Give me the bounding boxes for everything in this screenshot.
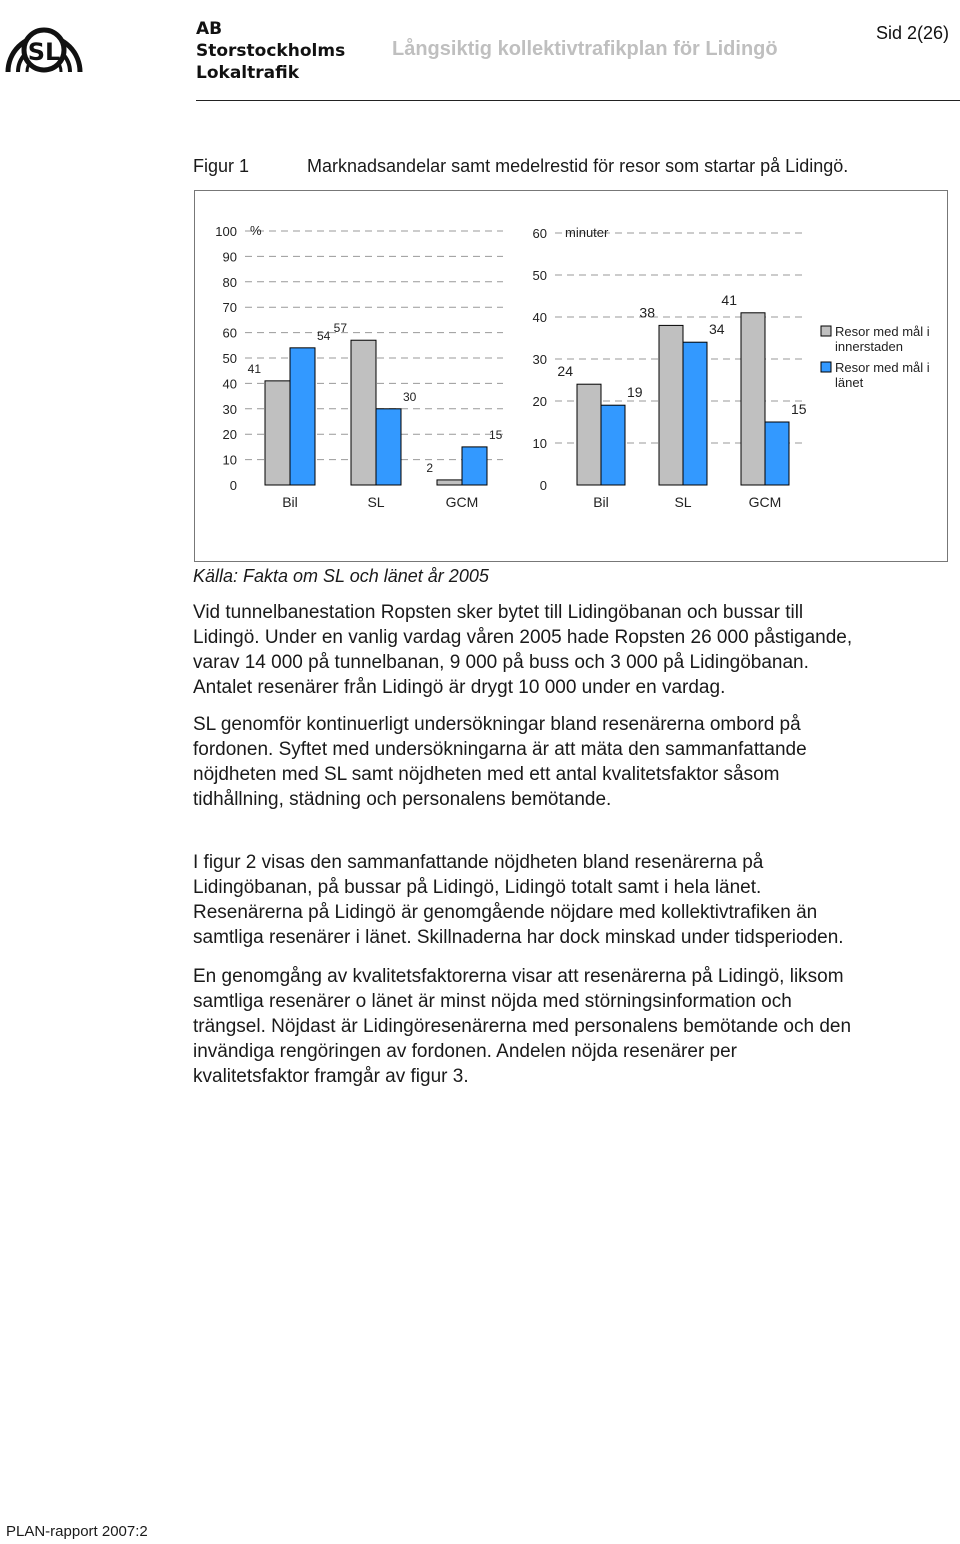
category-label: GCM [748, 494, 782, 510]
bar-innerstaden [577, 384, 601, 485]
paragraph-line: nöjdheten med SL samt nöjdheten med ett antal kvalitetsfaktor såsom [193, 764, 780, 785]
paragraph-line: En genomgång av kvalitetsfaktorerna visar att resenärerna på Lidingö, liksom [193, 966, 844, 987]
paragraph-line: tidhållning, städning och personalens bemötande. [193, 789, 612, 810]
legend-label: länet [835, 375, 864, 390]
y-axis-unit: % [250, 223, 262, 238]
bar-value-label: 2 [426, 460, 433, 475]
paragraph-line: Resenärerna på Lidingö är genomgående nöjdare med kollektivtrafiken än [193, 902, 818, 923]
document-title: Långsiktig kollektivtrafikplan för Lidingö [392, 38, 778, 60]
category-label: GCM [445, 494, 479, 510]
bar-value-label: 38 [639, 304, 655, 321]
y-tick-label: 60 [532, 226, 547, 241]
bar-value-label: 41 [247, 361, 261, 376]
category-label: Bil [593, 494, 609, 510]
y-tick-label: 20 [532, 394, 547, 409]
legend-label: innerstaden [835, 339, 903, 354]
bar-lanet [683, 342, 707, 485]
paragraph-line: Lidingöbanan, på bussar på Lidingö, Lidingö totalt samt i hela länet. [193, 877, 762, 898]
bar-value-label: 30 [403, 389, 417, 404]
bar-innerstaden [265, 381, 290, 485]
bar-innerstaden [351, 340, 376, 485]
paragraph-line: invändiga rengöringen av fordonen. Andelen nöjda resenärer per [193, 1041, 738, 1062]
paragraph-line: Antalet resenärer från Lidingö är drygt 10 000 under en vardag. [193, 677, 726, 698]
y-tick-label: 40 [222, 376, 237, 392]
y-tick-label: 70 [222, 300, 237, 316]
bar-innerstaden [437, 480, 462, 485]
legend-swatch [821, 362, 831, 372]
y-tick-label: 10 [222, 452, 237, 468]
page-number: Sid 2(26) [876, 23, 950, 43]
legend-label: Resor med mål i [835, 360, 930, 375]
category-label: Bil [282, 494, 298, 510]
sl-logo [2, 10, 86, 94]
paragraph-ropsten [193, 600, 960, 700]
y-axis-unit: minuter [565, 225, 609, 240]
paragraph-line: fordonen. Syftet med undersökningarna är att mäta den sammanfattande [193, 739, 807, 760]
paragraph-undersokningar [193, 712, 960, 812]
y-tick-label: 40 [532, 310, 547, 325]
paragraph-line: SL genomför kontinuerligt undersökningar bland resenärerna ombord på [193, 714, 801, 735]
bar-innerstaden [741, 313, 765, 485]
company-name-line2: Storstockholms [196, 41, 346, 61]
paragraph-figur2 [193, 850, 960, 950]
chart-frame [194, 190, 948, 562]
paragraph-line: trängsel. Nöjdast är Lidingöresenärerna med personalens bemötande och den [193, 1016, 852, 1037]
y-tick-label: 0 [539, 478, 547, 493]
paragraph-line: kvalitetsfaktor framgår av figur 3. [193, 1066, 469, 1087]
y-tick-label: 20 [222, 427, 237, 443]
bar-value-label: 15 [791, 401, 807, 417]
figure-source: Källa: Fakta om SL och länet år 2005 [193, 566, 489, 586]
figure-caption: Marknadsandelar samt medelrestid för resor som startar på Lidingö. [307, 156, 849, 176]
footer-report-id: PLAN-rapport 2007:2 [6, 1523, 148, 1540]
y-tick-label: 10 [532, 436, 547, 451]
bar-lanet [765, 422, 789, 485]
bar-value-label: 15 [489, 427, 503, 442]
bar-value-label: 34 [709, 321, 725, 338]
company-name-line3: Lokaltrafik [196, 63, 300, 83]
paragraph-line: Lidingö. Under en vanlig vardag våren 2005 hade Ropsten 26 000 påstigande, [193, 627, 853, 648]
y-tick-label: 100 [215, 224, 237, 239]
category-label: SL [674, 494, 692, 510]
bar-value-label: 41 [721, 291, 737, 308]
y-tick-label: 90 [222, 249, 237, 265]
bar-innerstaden [659, 325, 683, 485]
charts-svg [195, 191, 947, 561]
bar-value-label: 54 [317, 328, 331, 343]
y-tick-label: 30 [532, 352, 547, 367]
paragraph-line: varav 14 000 på tunnelbanan, 9 000 på buss och 3 000 på Lidingöbanan. [193, 652, 809, 673]
legend-swatch [821, 326, 831, 336]
bar-lanet [376, 409, 401, 485]
sl-logo-icon [2, 10, 86, 94]
bar-value-label: 24 [557, 363, 573, 380]
y-tick-label: 80 [222, 274, 237, 290]
bar-lanet [601, 405, 625, 485]
paragraph-line: I figur 2 visas den sammanfattande nöjdheten bland resenärerna på [193, 852, 764, 873]
company-name-line1: AB [196, 19, 223, 39]
logo-text: SL [27, 38, 61, 66]
header-divider [196, 100, 960, 101]
paragraph-kvalitetsfaktorer [193, 964, 960, 1089]
paragraph-line: samtliga resenärer o länet är minst nöjda med störningsinformation och [193, 991, 792, 1012]
paragraph-line: samtliga resenärer i länet. Skillnaderna har dock minskad under tidsperioden. [193, 927, 844, 948]
category-label: SL [367, 494, 385, 510]
bar-value-label: 57 [333, 321, 347, 336]
y-tick-label: 50 [222, 351, 237, 366]
figure-label: Figur 1 [193, 156, 250, 176]
legend-label: Resor med mål i [835, 324, 930, 339]
y-tick-label: 50 [532, 268, 547, 283]
bar-lanet [290, 348, 315, 485]
y-tick-label: 30 [222, 401, 237, 417]
paragraph-line: Vid tunnelbanestation Ropsten sker bytet till Lidingöbanan och bussar till [193, 602, 804, 623]
bar-value-label: 19 [627, 384, 643, 401]
bar-lanet [462, 447, 487, 485]
y-tick-label: 0 [229, 478, 237, 493]
y-tick-label: 60 [222, 325, 237, 341]
